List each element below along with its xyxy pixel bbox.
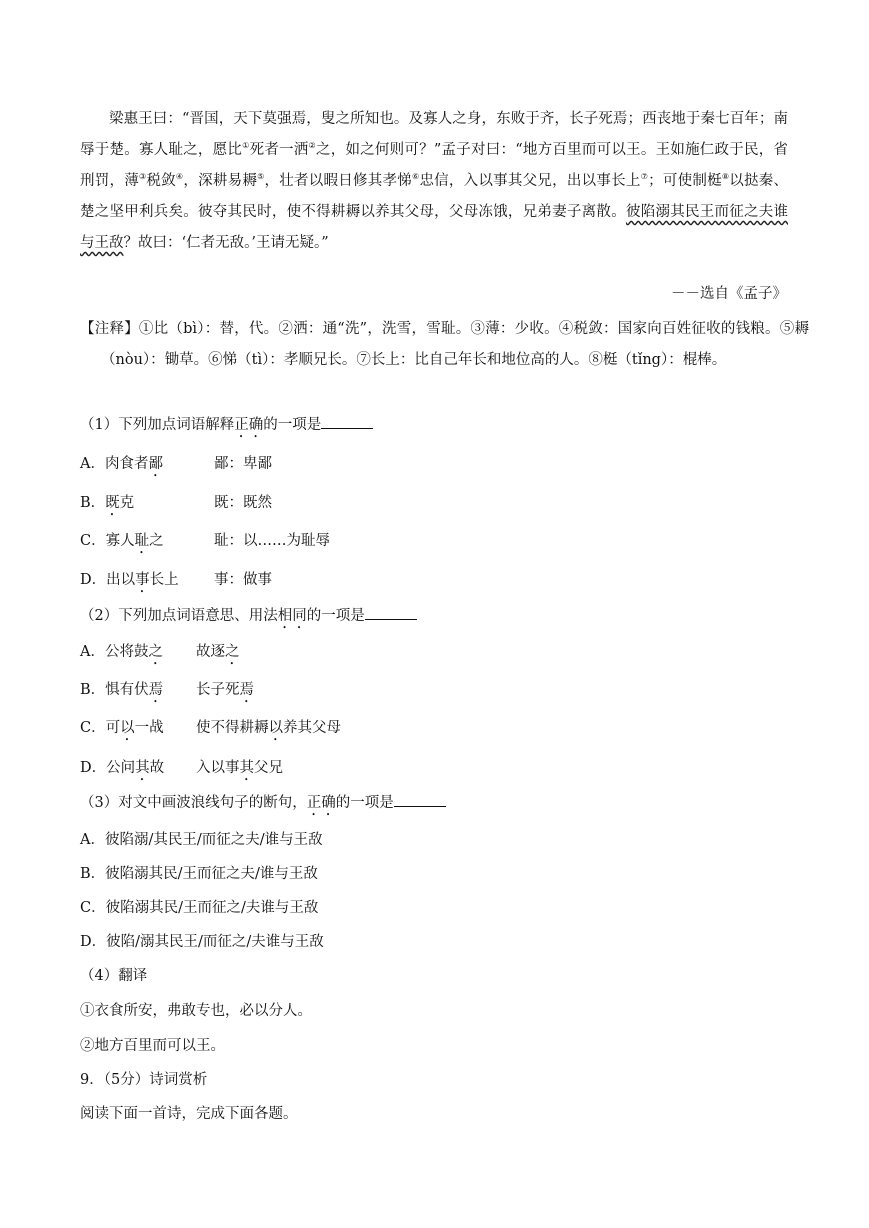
classical-passage: 梁惠王曰：“晋国，天下莫强焉，叟之所知也。及寡人之身，东败于齐，长子死焉；西丧地于秦七百年；南辱于楚。寡人耻之，愿比①死者一洒②之，如之何则可？”孟子对曰：“地方百里而可以王。王如施仁政于民，省刑罚，薄③税敛④，深耕易耨⑤，壮者以暇日修其孝悌⑥忠信，入以事其父兄，出以事长上⑦；可使制梃⑧以挞秦、楚之坚甲利兵矣。彼夺其民时，使不得耕耨以养其父母，父母冻饿，兄弟妻子离散。彼陷溺其民王而征之夫谁与王敌？故曰：‘仁者无敌。’王请无疑。” xyxy=(80,111,789,251)
question-2-option-b: B．惧有伏焉 长子死焉 xyxy=(80,682,254,698)
question-3-option-c: C．彼陷溺其民/王而征之/夫谁与王敌 xyxy=(80,900,319,916)
question-3-prompt: （3）对文中画波浪线句子的断句，正确的一项是 xyxy=(80,792,446,819)
wavy-underlined-sentence: 彼陷溺其民王而征之夫谁与王敌 xyxy=(80,204,789,251)
question-2-option-a: A．公将鼓之 故逐之 xyxy=(80,644,240,660)
question-2-option-d: D．公问其故 入以事其父兄 xyxy=(80,760,283,776)
question-1-option-c: C．寡人耻之 耻：以……为耻辱 xyxy=(80,533,330,549)
annotations: 【注释】①比（bì）：替，代。②洒：通“洗”，洗雪，雪耻。③薄：少收。④税敛：国家向百姓征收的钱粮。⑤耨（nòu）：锄草。⑥悌（tì）：孝顺兄长。⑦长上：比自己年长和地位高的人。⑧梃（tǐng）：棍棒。 xyxy=(80,321,809,368)
question-3-option-b: B．彼陷溺其民/王而征之夫/谁与王敌 xyxy=(80,866,318,882)
question-9-title: 9．（5分）诗词赏析 xyxy=(80,1072,208,1088)
passage-source: －－选自《孟子》 xyxy=(671,286,787,302)
answer-blank[interactable] xyxy=(394,792,446,807)
question-3-option-d: D．彼陷/溺其民王/而征之/夫谁与王敌 xyxy=(80,934,324,950)
answer-blank[interactable] xyxy=(365,605,417,620)
question-1-option-a: A．肉食者鄙 鄙：卑鄙 xyxy=(80,456,272,472)
question-4-item-2: ②地方百里而可以王。 xyxy=(80,1038,225,1054)
question-1-option-d: D．出以事长上 事：做事 xyxy=(80,572,272,588)
question-4-item-1: ①衣食所安，弗敢专也，必以分人。 xyxy=(80,1003,312,1019)
question-1-option-b: B．既克 既：既然 xyxy=(80,495,272,511)
question-1-prompt: （1）下列加点词语解释正确的一项是 xyxy=(80,414,373,441)
answer-blank[interactable] xyxy=(321,414,373,429)
question-9-instruction: 阅读下面一首诗，完成下面各题。 xyxy=(80,1106,298,1122)
question-2-prompt: （2）下列加点词语意思、用法相同的一项是 xyxy=(80,605,417,632)
question-3-option-a: A．彼陷溺/其民王/而征之夫/谁与王敌 xyxy=(80,832,323,848)
question-4-prompt: （4）翻译 xyxy=(80,968,148,984)
question-2-option-c: C．可以一战 使不得耕耨以养其父母 xyxy=(80,720,341,736)
